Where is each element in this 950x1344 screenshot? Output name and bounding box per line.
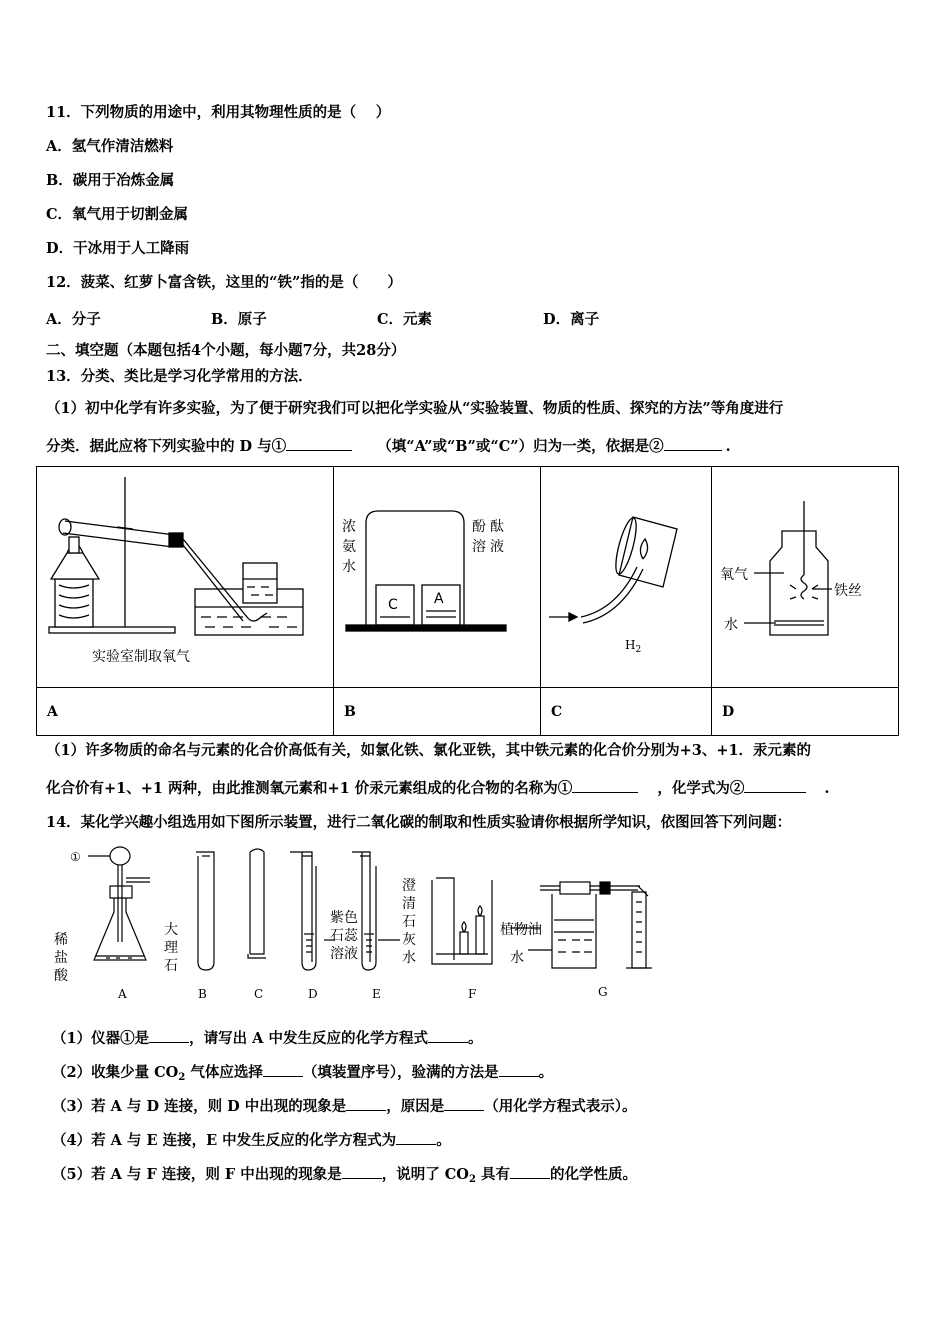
label-oxygen: 氧气 [720,567,748,583]
answer-blank-phenomenon-f[interactable] [342,1178,382,1179]
text: 。 [436,1132,451,1149]
label-plant-oil: 植物油 [500,922,542,938]
answer-blank-reason-d[interactable] [444,1110,484,1111]
text: 具有 [475,1166,510,1183]
text: （用化学方程式表示）。 [484,1098,637,1115]
label-shi: 石 [164,958,178,974]
circle-label-1: ① [70,850,81,864]
text: ，化学式为② [657,780,745,797]
q11-option-a: A．氢气作清洁燃料 [46,138,174,155]
q12-option-d: D．离子 [543,311,600,328]
answer-blank-formula[interactable] [744,792,806,793]
label-qing: 清 [402,896,416,912]
letter-c: C [254,987,264,1001]
label-shi2: 石 [402,914,416,930]
answer-blank-property[interactable] [510,1178,550,1179]
letter-a: A [118,987,127,1001]
beaker-c-label: C [388,597,398,613]
q13-part1-line2 [46,438,731,456]
text: ，说明了 CO [381,1166,469,1183]
q14-part3 [52,1098,637,1116]
label-cheng: 澄 [402,878,416,894]
text: ，请写出 A 中发生反应的化学方程式 [189,1030,428,1047]
label-iron-wire: 铁丝 [834,583,862,599]
q12-option-a: A．分子 [46,311,101,328]
text: ，原因是 [386,1098,445,1115]
label-water: 水 [724,617,738,633]
q13-part2-line2 [46,780,829,798]
answer-blank-instrument[interactable] [149,1042,189,1043]
text: . [725,438,731,455]
co2-apparatus-figure [40,842,680,1008]
label-an: 氨 [342,539,356,555]
q12-stem: 12．菠菜、红萝卜富含铁，这里的“铁”指的是（ ） [46,274,402,291]
answer-blank-equation-a[interactable] [428,1042,468,1043]
sub: 2 [635,645,642,655]
ammonia-diffusion-apparatus [334,467,540,687]
label-li: 理 [164,940,178,956]
cell-c-figure [541,467,712,688]
text: （4）若 A 与 E 连接，E 中发生反应的化学方程式为 [52,1132,397,1149]
q14-stem: 14．某化学兴趣小组选用如下图所示装置，进行二氧化碳的制取和性质实验请你根据所学知识，依图回答下列问题： [46,814,792,831]
subscript: 2 [178,1072,186,1083]
text: 。 [467,1030,483,1047]
text: （填装置序号），验满的方法是 [302,1064,499,1081]
text: （1）仪器①是 [52,1030,150,1047]
label-h2 [625,638,641,655]
label-yan: 盐 [54,950,68,966]
label-hui: 灰 [402,932,416,948]
q13-part2-line1: （1）许多物质的命名与元素的化合价高低有关，如氯化铁、氯化亚铁，其中铁元素的化合价分别为+3、+1．汞元素的 [46,742,812,759]
q14-part2 [52,1064,553,1087]
letter-g: G [598,985,608,999]
answer-blank-phenomenon-d[interactable] [346,1110,386,1111]
label-tai: 酞 [490,519,504,535]
cell-a-label: A [37,688,334,736]
answer-blank-collect[interactable] [263,1076,303,1077]
text: （填“A”或“B”或“C”）归为一类，依据是② [377,438,664,455]
text: . [824,780,830,797]
answer-blank-full-check[interactable] [499,1076,539,1077]
q11-option-d: D．干冰用于人工降雨 [46,240,190,257]
label-suan: 酸 [54,968,68,984]
text: 的化学性质。 [549,1166,637,1183]
cell-a-figure [37,467,334,688]
cell-b-label: B [334,688,541,736]
q11-option-c: C．氧气用于切割金属 [46,206,189,223]
answer-blank-1[interactable] [286,450,352,451]
answer-blank-2[interactable] [664,450,722,451]
beaker-a-label: A [434,591,444,607]
label-ye: 液 [490,539,504,555]
caption-oxygen-preparation: 实验室制取氧气 [92,649,190,665]
q14-part1 [52,1030,482,1048]
q12-option-b: B．原子 [211,311,267,328]
subscript: 2 [468,1174,476,1185]
cell-b-figure [334,467,541,688]
answer-blank-name[interactable] [572,792,638,793]
label-zise: 紫色 [330,910,358,926]
q13-stem: 13．分类、类比是学习化学常用的方法． [46,368,313,385]
letter-b: B [198,987,207,1001]
label-shirui: 石蕊 [330,928,358,944]
label-water-g: 水 [510,950,524,966]
cell-d-figure [712,467,899,688]
h: H [625,638,636,652]
hydrogen-combustion-apparatus [541,467,711,687]
cell-c-label: C [541,688,712,736]
letter-d: D [308,987,318,1001]
label-rong: 溶 [472,539,486,555]
text: （2）收集少量 CO [52,1064,179,1081]
label-fen: 酚 [472,519,486,535]
cell-d-label: D [712,688,899,736]
text: 分类．据此应将下列实验中的 D 与① [46,438,287,455]
text: 。 [538,1064,554,1081]
text: （5）若 A 与 F 连接，则 F 中出现的现象是 [52,1166,342,1183]
q12-option-c: C．元素 [377,311,433,328]
q11-stem: 11．下列物质的用途中，利用其物理性质的是（ ） [46,104,391,121]
label-da: 大 [164,922,178,938]
letter-e: E [372,987,381,1001]
text: 化合价有+1、+1 两种，由此推测氧元素和+1 价汞元素组成的化合物的名称为① [46,780,573,797]
label-xi: 稀 [54,932,68,948]
q14-part4 [52,1132,451,1150]
label-shui: 水 [342,559,356,575]
answer-blank-equation-e[interactable] [396,1144,436,1145]
text: 气体应选择 [185,1064,263,1081]
q11-option-b: B．碳用于冶炼金属 [46,172,175,189]
oxygen-preparation-apparatus [37,467,333,687]
iron-wire-apparatus [712,467,898,687]
q14-part5 [52,1166,637,1189]
label-shui2: 水 [402,950,416,966]
label-nong: 浓 [342,519,356,535]
text: （3）若 A 与 D 连接，则 D 中出现的现象是 [52,1098,347,1115]
letter-f: F [468,987,477,1001]
q13-part1-line1: （1）初中化学有许多实验，为了便于研究我们可以把化学实验从“实验装置、物质的性质、探究的方法”等角度进行 [46,400,784,417]
experiment-table [36,466,899,736]
label-rongye: 溶液 [330,946,358,962]
section-heading: 二、填空题（本题包括4个小题，每小题7分，共28分） [46,342,406,359]
